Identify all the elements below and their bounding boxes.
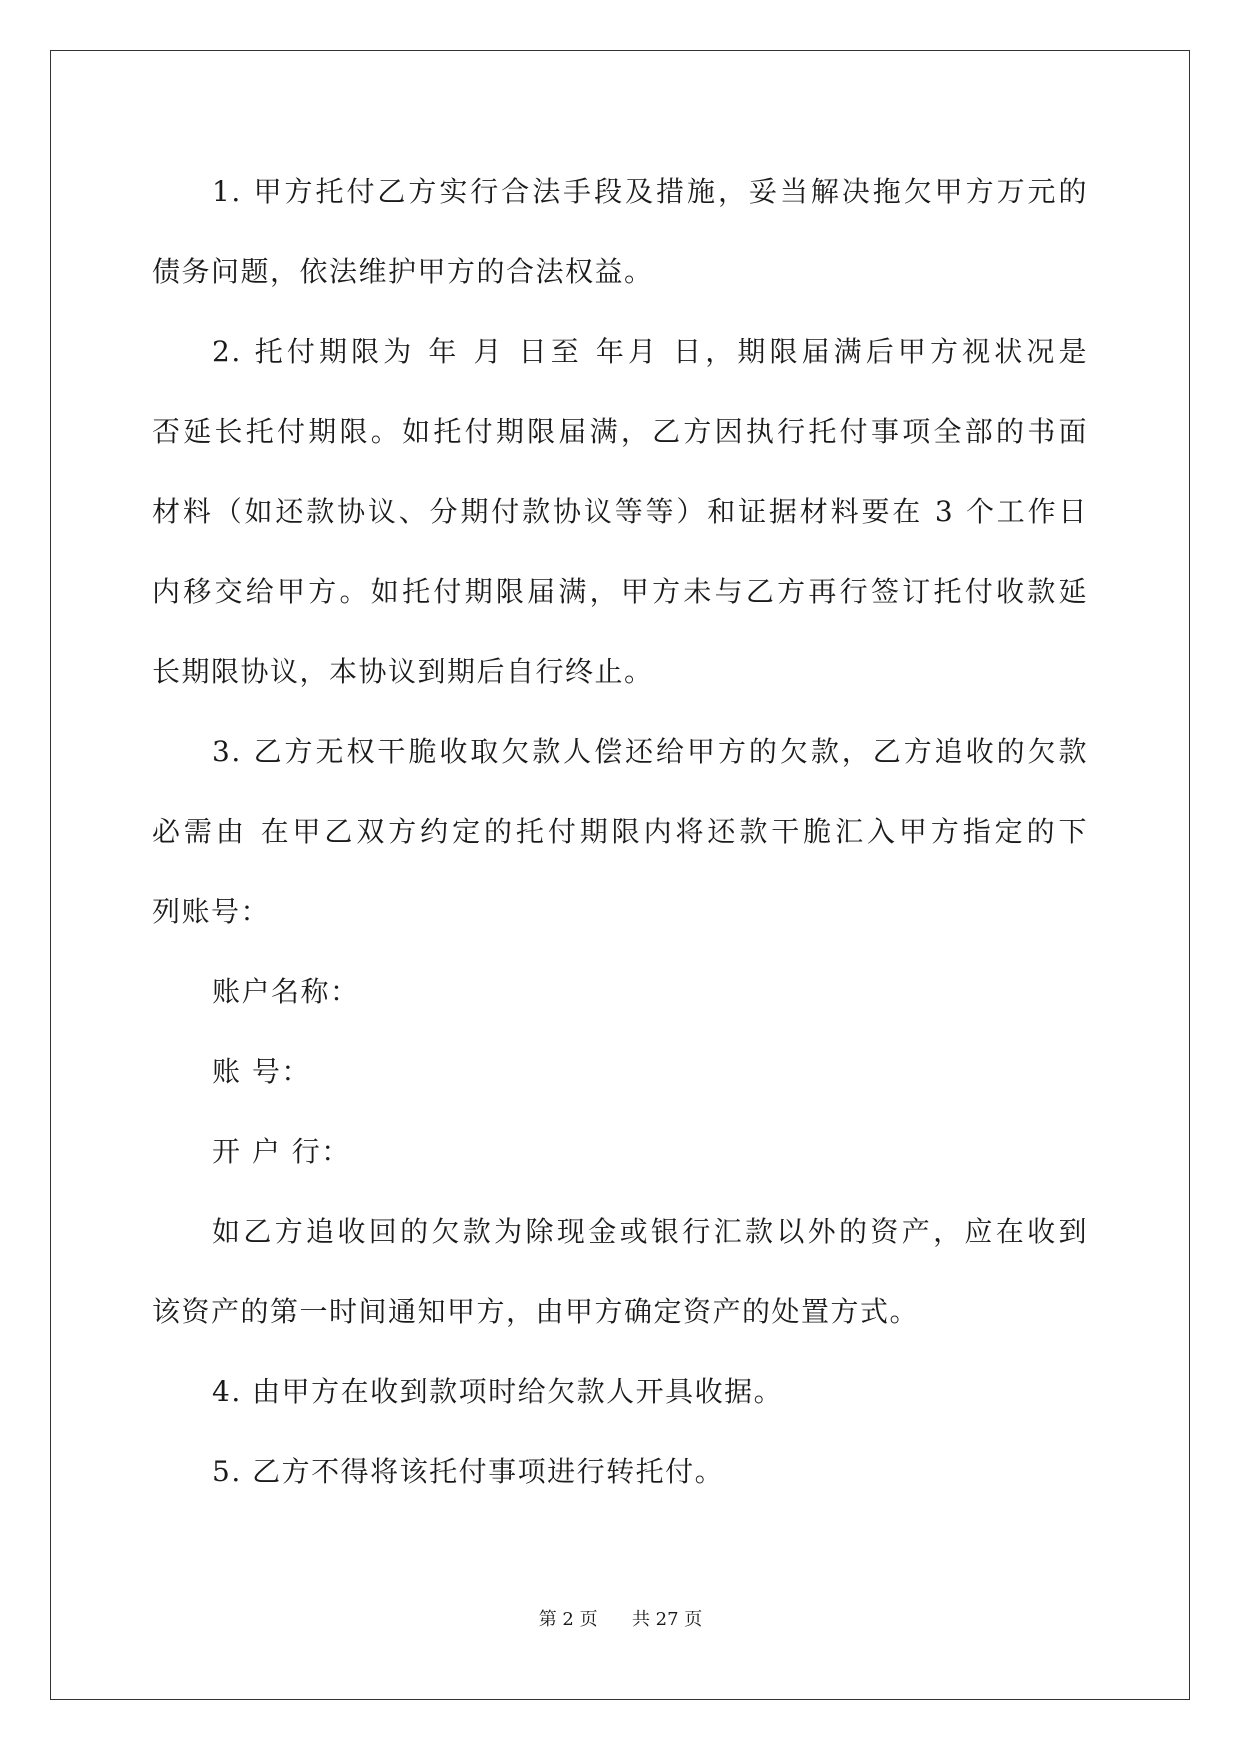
text-line: 债务问题，依法维护甲方的合法权益。: [152, 255, 654, 288]
text-line: 4. 由甲方在收到款项时给欠款人开具收据。: [212, 1375, 784, 1408]
text-line: 开 户 行：: [212, 1135, 351, 1168]
text-line: 内移交给甲方。如托付期限届满，甲方未与乙方再行签订托付收款延: [152, 575, 1088, 608]
text-line: 账 号：: [212, 1055, 311, 1088]
page-footer: [0, 1608, 1241, 1632]
total-pages-label: 共 27 页: [631, 1609, 703, 1630]
text-line: 如乙方追收回的欠款为除现金或银行汇款以外的资产，应在收到: [212, 1215, 1088, 1248]
text-line: 列账号：: [152, 895, 271, 928]
text-line: 5. 乙方不得将该托付事项进行转托付。: [212, 1455, 725, 1488]
text-line: 长期限协议，本协议到期后自行终止。: [152, 655, 654, 688]
text-line: 该资产的第一时间通知甲方，由甲方确定资产的处置方式。: [152, 1295, 920, 1328]
text-line: 材料（如还款协议、分期付款协议等等）和证据材料要在 3 个工作日: [152, 495, 1088, 528]
text-line: 2. 托付期限为 年 月 日至 年月 日，期限届满后甲方视状况是: [212, 335, 1088, 368]
current-page-label: 第 2 页: [538, 1609, 598, 1630]
text-line: 1. 甲方托付乙方实行合法手段及措施，妥当解决拖欠甲方万元的: [212, 175, 1088, 208]
text-line: 账户名称：: [212, 975, 360, 1008]
text-line: 必需由 在甲乙双方约定的托付期限内将还款干脆汇入甲方指定的下: [152, 815, 1088, 848]
text-line: 3. 乙方无权干脆收取欠款人偿还给甲方的欠款，乙方追收的欠款: [212, 735, 1088, 768]
text-line: 否延长托付期限。如托付期限届满，乙方因执行托付事项全部的书面: [152, 415, 1088, 448]
document-body: [152, 160, 1088, 1520]
